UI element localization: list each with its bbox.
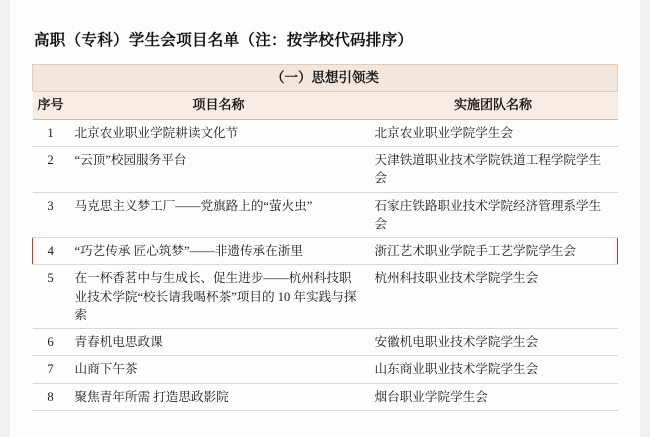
row-team-name: 烟台职业学院学生会: [369, 383, 618, 410]
row-project-name: “云顶”校园服务平台: [69, 147, 369, 193]
row-team-name: 北京农业职业学院学生会: [369, 119, 618, 146]
table-header: [33, 92, 618, 120]
row-number: 7: [33, 356, 69, 383]
row-team-name: 天津铁道职业技术学院铁道工程学院学生会: [369, 147, 618, 193]
row-project-name: 在一杯香茗中与生成长、促生进步——杭州科技职业技术学院“校长请我喝杯茶”项目的 10 年实践与探索: [69, 265, 369, 329]
row-team-name: 山东商业职业技术学院学生会: [369, 356, 618, 383]
row-number: 2: [33, 147, 69, 193]
row-project-name: 聚焦青年所需 打造思政影院: [69, 383, 369, 410]
table-row: [33, 147, 618, 193]
row-project-name: 马克思主义梦工厂——党旗路上的“萤火虫”: [69, 192, 369, 238]
table-header-row: [33, 92, 618, 120]
table-row: [33, 238, 618, 265]
project-table: [32, 91, 618, 411]
row-team-name: 杭州科技职业技术学院学生会: [369, 265, 618, 329]
row-project-name: 山商下午茶: [69, 356, 369, 383]
table-row: [33, 265, 618, 329]
row-team-name: 浙江艺术职业学院手工艺学院学生会: [369, 238, 618, 265]
table-row: [33, 192, 618, 238]
row-team-name: 石家庄铁路职业技术学院经济管理系学生会: [369, 192, 618, 238]
row-number: 1: [33, 119, 69, 146]
table-row: [33, 383, 618, 410]
row-project-name: “巧艺传承 匠心筑梦”——非遗传承在浙里: [69, 238, 369, 265]
page-left-edge: [0, 0, 10, 437]
column-header-no: 序号: [33, 92, 69, 120]
column-header-team-name: 实施团队名称: [369, 92, 618, 120]
table-row: [33, 119, 618, 146]
page-right-edge: [640, 0, 650, 437]
row-number: 4: [33, 238, 69, 265]
column-header-project-name: 项目名称: [69, 92, 369, 120]
row-project-name: 北京农业职业学院耕读文化节: [69, 119, 369, 146]
row-team-name: 安徽机电职业技术学院学生会: [369, 329, 618, 356]
row-project-name: 青春机电思政课: [69, 329, 369, 356]
row-number: 6: [33, 329, 69, 356]
section-banner: （一）思想引领类: [32, 64, 618, 91]
row-number: 8: [33, 383, 69, 410]
table-body: [33, 119, 618, 410]
row-number: 3: [33, 192, 69, 238]
table-row: [33, 356, 618, 383]
row-number: 5: [33, 265, 69, 329]
table-row: [33, 329, 618, 356]
page-title: 高职（专科）学生会项目名单（注：按学校代码排序）: [34, 32, 414, 49]
